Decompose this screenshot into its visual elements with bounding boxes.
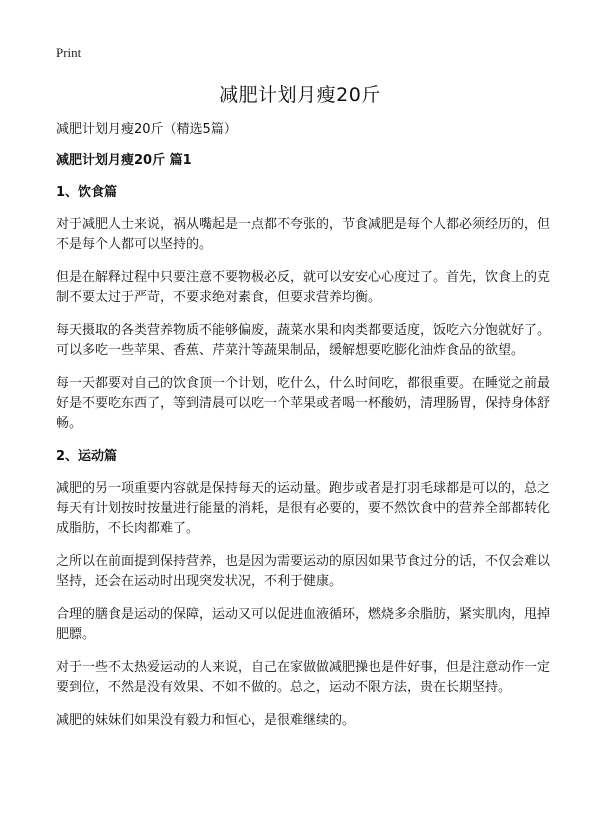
exercise-paragraph: 减肥的妹妹们如果没有毅力和恒心，是很难继续的。 bbox=[56, 713, 356, 728]
document-subtitle: 减肥计划月瘦20斤（精选5篇） bbox=[56, 122, 237, 137]
article-heading: 减肥计划月瘦20斤 篇1 bbox=[56, 153, 192, 168]
document-body bbox=[56, 120, 550, 744]
exercise-paragraph: 对于一些不太热爱运动的人来说，自己在家做做减肥操也是件好事，但是注意动作一定要到位，不然是没有效果、不如不做的。总之，运动不限方法，贵在长期坚持。 bbox=[56, 660, 551, 695]
document-title: 减肥计划月瘦20斤 bbox=[219, 84, 381, 106]
diet-paragraph: 但是在解释过程中只要注意不要物极必反，就可以安安心心度过了。首先，饮食上的克制不要太过于严苛，不要求绝对素食，但要求营养均衡。 bbox=[56, 270, 551, 305]
diet-paragraph: 每天摄取的各类营养物质不能够偏废，蔬菜水果和肉类都要适度，饭吃六分饱就好了。可以多吃一些苹果、香蕉、芹菜汁等蔬果制品，缓解想要吃膨化油炸食品的欲望。 bbox=[56, 323, 551, 358]
diet-paragraph: 对于减肥人士来说，祸从嘴起是一点都不夸张的，节食减肥是每个人都必须经历的，但不是每个人都可以坚持的。 bbox=[56, 217, 551, 252]
diet-paragraph: 每一天都要对自己的饮食顶一个计划，吃什么，什么时间吃，都很重要。在睡觉之前最好是不要吃东西了，等到清晨可以吃一个苹果或者喝一杯酸奶，清理肠胃，保持身体舒畅。 bbox=[56, 376, 551, 431]
section-heading-diet: 1、饮食篇 bbox=[56, 185, 118, 200]
print-link[interactable]: Print bbox=[56, 45, 82, 60]
exercise-paragraph: 之所以在前面提到保持营养，也是因为需要运动的原因如果节食过分的话，不仅会难以坚持，还会在运动时出现突发状况，不利于健康。 bbox=[56, 554, 551, 589]
exercise-paragraph: 合理的膳食是运动的保障，运动又可以促进血液循环，燃烧多余脂肪，紧实肌肉，甩掉肥膘。 bbox=[56, 607, 551, 642]
section-heading-exercise: 2、运动篇 bbox=[56, 449, 118, 464]
exercise-paragraph: 减肥的另一项重要内容就是保持每天的运动量。跑步或者是打羽毛球都是可以的，总之每天有计划按时按量进行能量的消耗，是很有必要的，要不然饮食中的营养全部都转化成脂肪，不长肉都难了。 bbox=[56, 481, 551, 536]
